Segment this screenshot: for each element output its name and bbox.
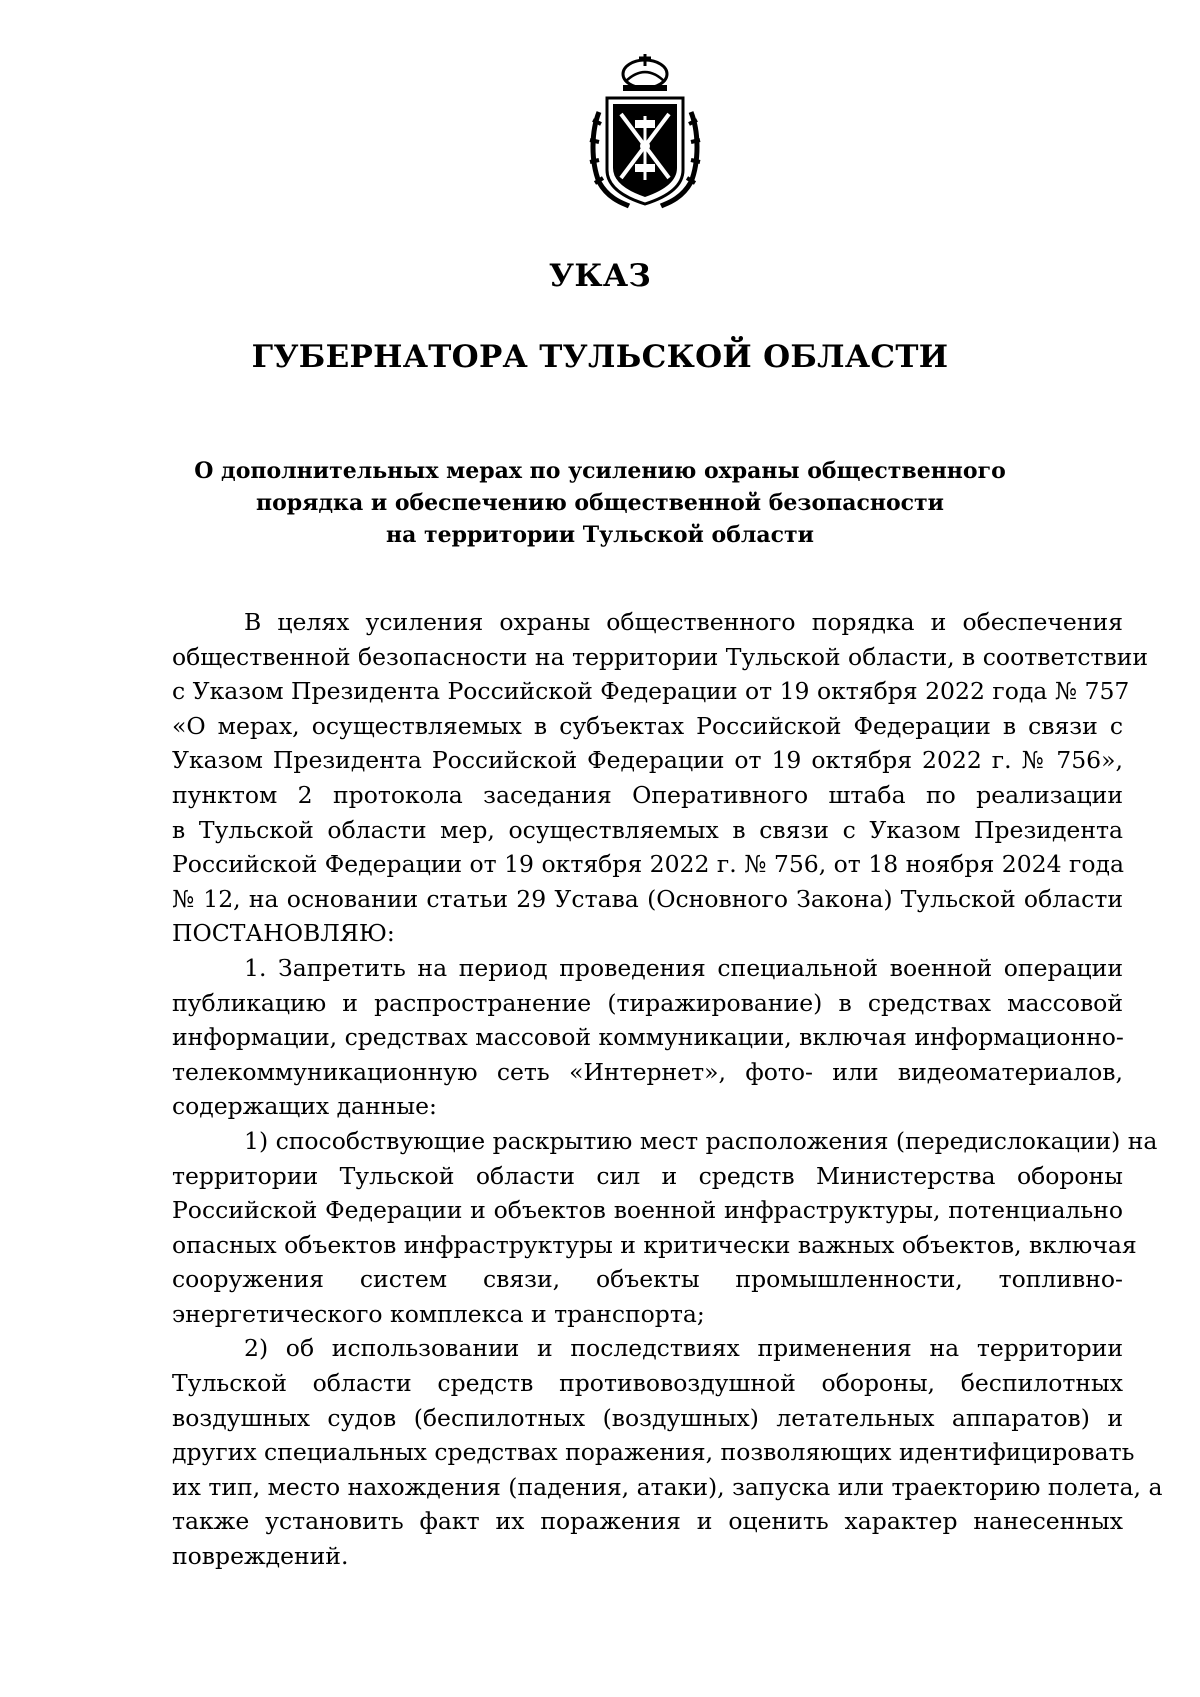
body-line: повреждений. <box>172 1542 349 1571</box>
body-line: также установить факт их поражения и оценить характер нанесенных <box>172 1507 1123 1536</box>
body-line: информации, средствах массовой коммуникации, включая информационно- <box>172 1023 1124 1052</box>
body-line: Указом Президента Российской Федерации от 19 октября 2022 г. № 756», <box>172 746 1123 775</box>
body-line: Российской Федерации и объектов военной инфраструктуры, потенциально <box>172 1196 1123 1225</box>
body-line: В целях усиления охраны общественного порядка и обеспечения <box>244 608 1123 636</box>
document-type-title: УКАЗ <box>548 258 652 294</box>
body-line: 1. Запретить на период проведения специальной военной операции <box>244 953 1123 982</box>
body-line: ПОСТАНОВЛЯЮ: <box>172 919 395 948</box>
document-subject <box>150 455 1050 551</box>
body-line: опасных объектов инфраструктуры и критически важных объектов, включая <box>172 1230 1137 1259</box>
body-line: пунктом 2 протокола заседания Оперативного штаба по реализации <box>172 780 1123 809</box>
issuer-title: ГУБЕРНАТОРА ТУЛЬСКОЙ ОБЛАСТИ <box>251 339 949 375</box>
body-line: «О мерах, осуществляемых в субъектах Российской Федерации в связи с <box>172 711 1123 740</box>
subject-line: на территории Тульской области <box>385 522 814 548</box>
body-line: воздушных судов (беспилотных (воздушных) летательных аппаратов) и <box>172 1403 1123 1432</box>
subject-line: порядка и обеспечению общественной безопасности <box>255 490 944 516</box>
body-line: № 12, на основании статьи 29 Устава (Основного Закона) Тульской области <box>172 884 1123 913</box>
body-line: энергетического комплекса и транспорта; <box>172 1299 705 1328</box>
body-line: телекоммуникационную сеть «Интернет», фото- или видеоматериалов, <box>172 1057 1123 1086</box>
body-line: других специальных средствах поражения, позволяющих идентифицировать <box>172 1438 1135 1467</box>
body-line: их тип, место нахождения (падения, атаки), запуска или траекторию полета, а <box>172 1472 1163 1501</box>
body-line: 1) способствующие раскрытию мест расположения (передислокации) на <box>244 1126 1158 1155</box>
body-line: общественной безопасности на территории Тульской области, в соответствии <box>172 642 1149 671</box>
body-line: публикацию и распространение (тиражирование) в средствах массовой <box>172 988 1123 1017</box>
body-line: Тульской области средств противовоздушной обороны, беспилотных <box>172 1369 1123 1398</box>
body-line: территории Тульской области сил и средств Министерства обороны <box>172 1161 1123 1190</box>
body-line: 2) об использовании и последствиях применения на территории <box>244 1334 1123 1363</box>
document-body <box>172 605 1163 1574</box>
tula-oblast-coat-of-arms-icon <box>585 52 705 212</box>
body-line: в Тульской области мер, осуществляемых в связи с Указом Президента <box>172 815 1123 844</box>
body-line: Российской Федерации от 19 октября 2022 г. № 756, от 18 ноября 2024 года <box>172 850 1124 879</box>
subject-line: О дополнительных мерах по усилению охраны общественного <box>194 458 1006 484</box>
body-line: сооружения систем связи, объекты промышленности, топливно- <box>172 1265 1123 1294</box>
body-line: содержащих данные: <box>172 1092 437 1121</box>
body-line: с Указом Президента Российской Федерации от 19 октября 2022 года № 757 <box>172 677 1130 706</box>
